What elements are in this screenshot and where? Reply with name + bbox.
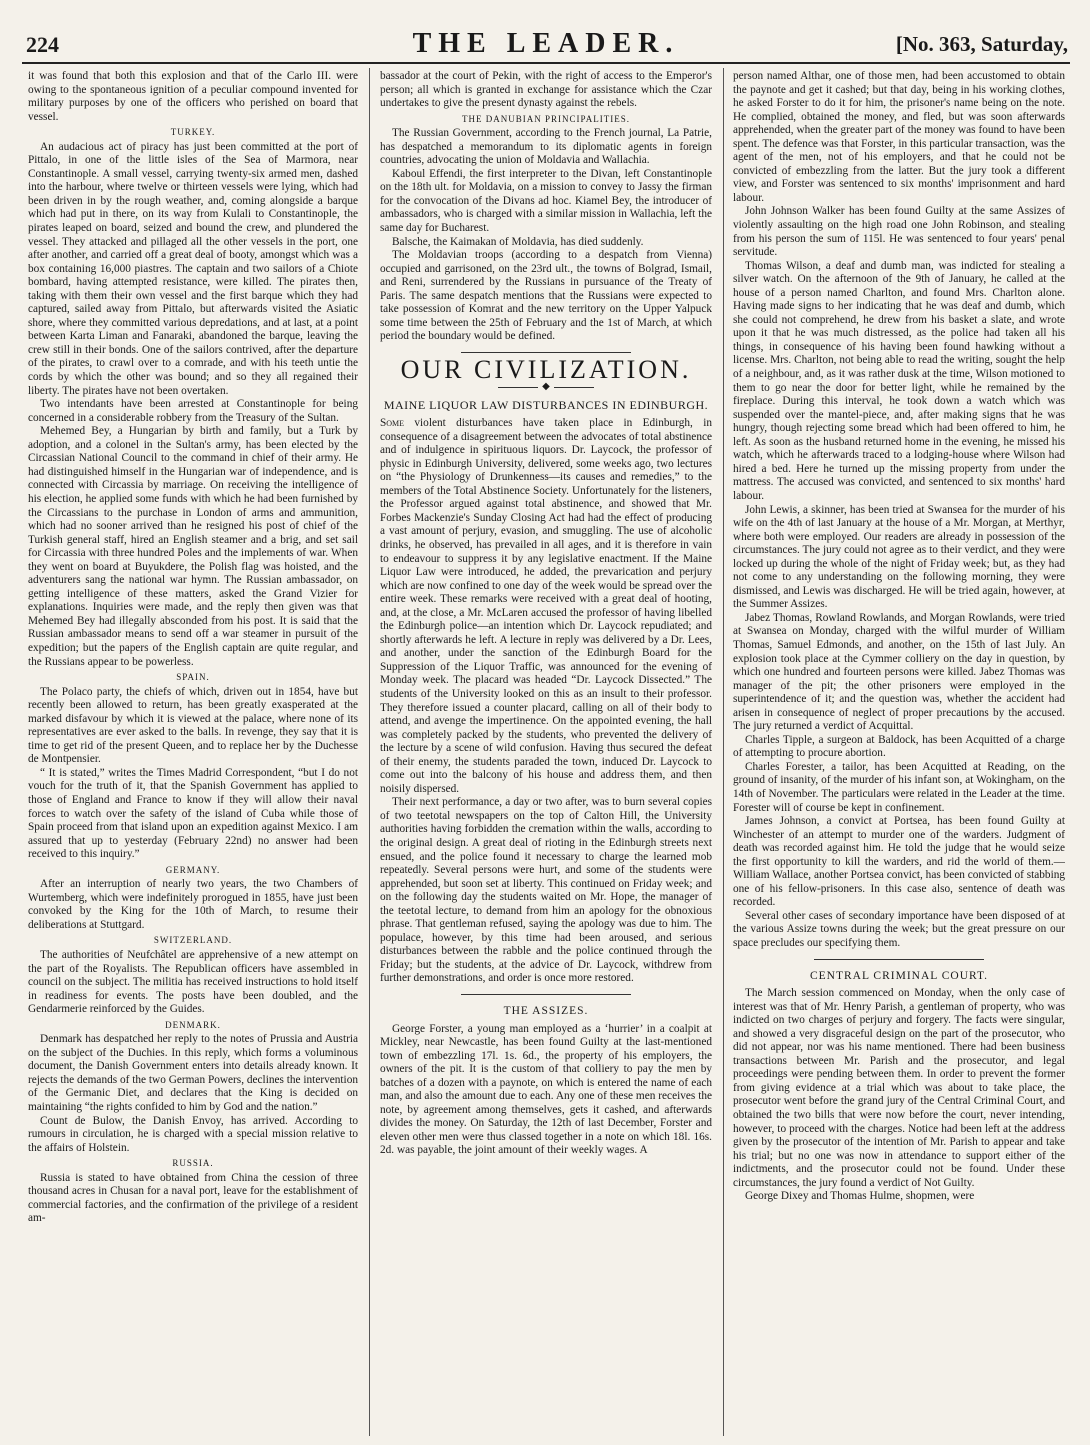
article-paragraph: The Polaco party, the chiefs of which, driven out in 1854, have but recently been allowed to return, has been greatly exasperated at the marked disfavour by which it is viewed at the palace, where none of its representatives are ever asked to the balls. In revenge, they say that it is time to get rid of the present Queen, and to replace her by the Duchesse de Montpensier. [28, 685, 358, 766]
article-paragraph: Denmark has despatched her reply to the notes of Prussia and Austria on the subject of the Duchies. In this reply, which forms a voluminous document, the Danish Government enters into details already known. It rejects the demands of the two German Powers, declines the intervention of the Germanic Diet, and declares that the King is decided on maintaining “the rights confided to him by God and the nation.” [28, 1033, 358, 1114]
article-paragraph [380, 417, 712, 796]
subheading-germany: GERMANY. [165, 864, 221, 875]
subheading-danubian: THE DANUBIAN PRINCIPALITIES. [462, 113, 630, 124]
article-paragraph: Their next performance, a day or two after, was to burn several copies of two teetotal newspapers on the top of Calton Hill, the University authorities having forbidden the cremation within the walls, according to the original design. A great deal of rioting in the Edinburgh streets next ensued, and the police found it necessary to charge the learned mob repeatedly. Several persons were hurt, and some of the students were apprehended, but soon set at liberty. This continued on Friday week; and on the following day the students waited on Mr. Hope, the manager of the teetotal lecture, to demand from him an apology for the obnoxious phrase. That gentleman refused, saying the apology was due to him. The populace, however, by this time had been aroused, and serious disturbances between the rabble and the police continued through the Friday; but the students, at the advice of Dr. Laycock, withdrew from further demonstrations, and order is once more restored. [380, 796, 712, 985]
subheading-spain: SPAIN. [176, 672, 210, 683]
section-divider [461, 352, 631, 353]
article-paragraph: The Moldavian troops (according to a despatch from Vienna) occupied and garrisoned, on the 23rd ult., the towns of Bolgrad, Ismail, and Reni, surrendered by the Russians in pursuance of the Treaty of Paris. The same despatch mentions that the Russians were expected to take possession of Komrat and the new territory on the Upper Yalpuck some time between the 25th of February and the 1st of March, at which period the boundary would be defined. [380, 249, 712, 343]
newspaper-title: THE LEADER. [412, 28, 680, 59]
masthead [22, 26, 1070, 64]
article-paragraph: The March session commenced on Monday, when the only case of interest was that of Mr. Henry Parish, a gentleman of property, who was indicted on two charges of perjury and forgery. The facts were singular, and showed a very disgraceful design on the part of the prosecutor, who did not appear, nor was his name mentioned. There had been business transactions between Mr. Parish and the prosecutor, and legal proceedings were pending between them. In order to prevent the former from giving evidence at a trial which was about to take place, the prosecutor went before the grand jury of the Central Criminal Court, and obtained the two bills that were now before the court, never intending, however, to proceed with the charges. Notice had been left at the address given by the prosecutor of the intention of Mr. Parish to appear and take his trial; but no one was now in attendance to support either of the indictments, and the prosecutor could not be found. Under these circumstances, the jury found a verdict of Not Guilty. [733, 987, 1065, 1189]
article-paragraph: George Dixey and Thomas Hulme, shopmen, were [745, 1190, 975, 1203]
section-divider [814, 959, 984, 960]
column-rule-1 [369, 68, 370, 1436]
article-paragraph: Thomas Wilson, a deaf and dumb man, was indicted for stealing a silver watch. On the afternoon of the 9th of January, he called at the house of a person named Charlton, and found Mrs. Charlton alone. Having made signs to her indicating that he was deaf and dumb, which she could not comprehend, he drew from his basket a slate, and wrote upon it that he was much distressed, as the police had taken all his things, in consequence of his having been found hawking without a license. Mrs. Charlton, not being able to read the writing, sought the help of a neighbour, and, as it was rather dusk at the time, Wilson motioned to them to go near the door for better light, while he remained by the fireplace. During this interval, he took down a watch which was suspended over the mantel-piece, and, after making signs that he was hungry, though rejecting some bread which had been offered to him, he left. As soon as the husband returned home in the evening, he missed his watch, which he afterwards traced to a lodging-house where Wilson had hired a bed. Here he turned up the missing property from under the mattress. The accused was convicted, and sentenced to six months' hard labour. [733, 259, 1065, 502]
lead-word: Some [380, 417, 405, 430]
column-2 [380, 70, 712, 1435]
article-paragraph: bassador at the court of Pekin, with the right of access to the Emperor's person; all which is granted in exchange for assistance which the Czar undertakes to give the present dynasty against the rebels. [380, 70, 712, 110]
article-paragraph: George Forster, a young man employed as a ‘hurrier’ in a coalpit at Mickley, near Newcastle, has been found Guilty at the last-mentioned town of embezzling 17l. 1s. 6d., the property of his employers, the owners of the pit. It is the custom of that colliery to pay the men by batches of a dozen with a paynote, on which is entered the name of each man, and also the amount due to each. Any one of these men receives the note, by agreement among themselves, gets it cashed, and afterwards divides the money. On Saturday, the 12th of last December, Forster and eleven other men were thus classed together in a note on which 18l. 16s. 2d. was payable, the joint amount of their weekly wages. A [380, 1022, 712, 1157]
column-1 [28, 70, 358, 1435]
article-paragraph: Mehemed Bey, a Hungarian by birth and family, but a Turk by adoption, and a colonel in the Sultan's army, has been elected by the Circassian National Council to the command in chief of their army. He had distinguished himself in the Hungarian war of independence, and is connected with Circassia by marriage. On receiving the intelligence of his election, he applied some funds with which he had been furnished by the Circassians to the purchase in London of arms and ammunition, which had no sooner arrived than he resigned his post of chief of the Turkish general staff, hired an English steamer and a brig, and set sail for Circassia with three hundred Poles and the implements of war. When they went on board at Buyukdere, the Polish flag was hoisted, and the adventurers sang the national war hymn. The Russian ambassador, on getting intelligence of these matters, asked the Grand Vizier for explanations. Inquiries were made, and the reply then given was that Mehemed Bey had illegally absconded from his post. It is said that the Russian ambassador means to send off a war steamer in pursuit of the expedition; but the papers of the English captain are quite regular, and the Russians appear to be powerless. [28, 425, 358, 668]
headline-maine: MAINE LIQUOR LAW DISTURBANCES IN EDINBURGH. [383, 398, 709, 413]
column-rule-2 [723, 68, 724, 1436]
article-paragraph: Charles Tipple, a surgeon at Baldock, has been Acquitted of a charge of attempting to procure abortion. [733, 733, 1065, 760]
issue-number: [No. 363, Saturday, [895, 32, 1068, 56]
article-paragraph: Two intendants have been arrested at Constantinople for being concerned in a considerable robbery from the Treasury of the Sultan. [28, 398, 358, 424]
diamond-icon: ◆ [542, 381, 550, 393]
article-paragraph: John Lewis, a skinner, has been tried at Swansea for the murder of his wife on the 4th of last January at the house of a Mr. Morgan, at Merthyr, where both were employed. Our readers are already in possession of the circumstances. The jury could not agree as to their verdict, and they were locked up during the whole of the night of Friday week; but, as they had not come to any understanding on the following morning, they were dismissed, and Lewis was discharged. He will be tried again, however, at the Summer Assizes. [733, 503, 1065, 611]
headline-central-criminal-court: CENTRAL CRIMINAL COURT. [809, 969, 989, 982]
article-paragraph: Several other cases of secondary importance have been disposed of at the various Assize towns during the week; but the great pressure on our space precludes our specifying them. [733, 909, 1065, 949]
article-paragraph: person named Althar, one of those men, had been accustomed to obtain the paynote and get it cashed; but that day, being in his working clothes, he asked Forster to do it for him, the prisoner's name being on the note. He complied, obtained the money, and fled, but was soon afterwards apprehended, when the greater part of the money was found to have been spent. The defence was that Forster, in this particular transaction, was the agent of the men, not of his employers, and that he could not be convicted of embezzling from the latter. But the jury took a different view, and Forster was sentenced to six months' imprisonment and hard labour. [733, 70, 1065, 204]
section-divider [461, 994, 631, 995]
article-paragraph: “ It is stated,” writes the Times Madrid Correspondent, “but I do not vouch for the truth of it, that the Spanish Government has applied to those of England and France to know if they will allow their naval forces to watch over the safety of the island of Cuba while those of Spain proceed from that island upon an expedition against Mexico. I am assured that up to yesterday (February 22nd) no answer had been received to this inquiry.” [28, 766, 358, 861]
article-paragraph: Count de Bulow, the Danish Envoy, has arrived. According to rumours in circulation, he is charged with a special mission relative to the affairs of Holstein. [28, 1114, 358, 1154]
headline-assizes: THE ASSIZES. [503, 1005, 589, 1017]
page-number: 224 [26, 32, 59, 57]
subheading-switzerland: SWITZERLAND. [153, 935, 233, 946]
subheading-russia: RUSSIA. [172, 1158, 214, 1169]
article-paragraph: James Johnson, a convict at Portsea, has been found Guilty at Winchester of an attempt to murder one of the warders. Judgment of death was recorded against him. He told the judge that he would seize the first opportunity to kill the warders, and rid the world of them.—William Wallace, another Portsea convict, has been convicted of stabbing one of his fellow-prisoners. In this case also, sentence of death was recorded. [733, 815, 1065, 909]
article-paragraph: The Russian Government, according to the French journal, La Patrie, has despatched a memorandum to its diplomatic agents in foreign countries, advocating the union of Moldavia and Wallachia. [380, 127, 712, 167]
article-paragraph: The authorities of Neufchâtel are apprehensive of a new attempt on the part of the Royalists. The Republican officers have assembled in council on the subject. The militia has received instructions to hold itself in readiness for events. The posts have been doubled, and the Gendarmerie reinforced by the Guides. [28, 949, 358, 1016]
subheading-turkey: TURKEY. [170, 127, 216, 138]
article-paragraph: Charles Forester, a tailor, has been Acquitted at Reading, on the ground of insanity, of the murder of his infant son, at Wokingham, on the 14th of November. The particulars were related in the Leader at the time. Forester will of course be kept in confinement. [733, 760, 1065, 814]
article-paragraph: Kaboul Effendi, the first interpreter to the Divan, left Constantinople on the 18th ult. for Moldavia, on a mission to convey to Jassy the firman for the convocation of the Divans ad hoc. Kiamel Bey, the introducer of ambassadors, who is charged with a similar mission in Wallachia, left the same day for Bucharest. [380, 167, 712, 235]
article-paragraph: John Johnson Walker has been found Guilty at the same Assizes of violently assaulting on the high road one John Robinson, and stealing from his person the sum of 115l. He was sentenced to four years' penal servitude. [733, 205, 1065, 259]
article-paragraph: it was found that both this explosion and that of the Carlo III. were owing to the spontaneous ignition of a peculiar compound invented for military purposes by one of the officers who perished on board that vessel. [28, 70, 358, 123]
subheading-denmark: DENMARK. [165, 1019, 221, 1030]
article-paragraph: Balsche, the Kaimakan of Moldavia, has died suddenly. [392, 235, 644, 248]
article-paragraph: Russia is stated to have obtained from China the cession of three thousand acres in Chusan for a naval port, leave for the establishment of commercial factories, and the confirmation of the privilege of a resident am- [28, 1171, 358, 1225]
article-paragraph: An audacious act of piracy has just been committed at the port of Pittalo, in one of the little isles of the Sea of Marmora, near Constantinople. A small vessel, carrying twenty-six armed men, dashed into the harbour, where twelve or thirteen vessels were lying, which had been driven in by the rough weather, and, coming alongside a barque which had put in there, on its way from Kulali to Constantinople, the pirates leaped on board, seized and bound the crew, and plundered the vessel. They attacked and pillaged all the other vessels in the port, one after another, and carried off a great deal of booty, amongst which was a box containing 16,000 piastres. The captain and two sailors of a Chiote bombard, having attempted resistance, were killed. The pirates then, taking with them their own vessel and the first barque which they had captured, sailed away from Pittalo, but afterwards visited the Asiatic shore, where they committed various depredations, and at last, at a point between Karta Liman and Fanaraki, abandoned the barque, leaving the crew still in their bonds. One of the sailors contrived, after the departure of the pirates, to crawl over to a comrade, and with his teeth untie the cords by which the other was bound; and so they all regained their liberty. The pirates have not been overtaken. [28, 140, 358, 397]
lead-text: violent disturbances have taken place in Edinburgh, in consequence of a disagreement between the advocates of total abstinence and of indulgence in spirituous liquors. Dr. Laycock, the professor of physic in Edinburgh University, delivered, some weeks ago, two lectures on “the Physiology of Drunkenness—its causes and remedies,” to the members of the Total Abstinence Society. Unfortunately for the listeners, the Professor argued against total abstinence, and showed that Mr. Forbes Mackenzie's Sunday Closing Act had had the effect of producing a vast amount of perjury, evasion, and smuggling. The use of alcoholic drinks, he observed, has prevailed in all ages, and it is therefore in vain to endeavour to suppress it by any legislative enactment. If the Maine Liquor Law were introduced, he added, the prevarication and perjury which are now confined to one day of the week would be spread over the entire week. These remarks were received with a great deal of hooting, and, at the close, a Mr. McLaren accused the professor of having libelled the Edinburgh police—an intention which Dr. Laycock repudiated; and shortly afterwards he left. A lecture in reply was delivered by a Dr. Lees, and another, under the sanction of the Edinburgh Board for the Suppression of the Liquor Traffic, was announced for the evening of Monday week. The placard was headed “Dr. Laycock Dissected.” The students of the University looked on this as an insult to their professor. They therefore issued a counter placard, calling on all of their body to attend, and avenge the impertinence. On the appointed evening, the hall was completely packed by the students, who prevented the delivery of the lecture by a scene of wild confusion. Having thus secured the defeat of their enemy, the students paraded the town, induced Dr. Laycock to come out into the balcony of his house and address them, and then noisily dispersed. [380, 417, 712, 795]
article-paragraph: After an interruption of nearly two years, the two Chambers of Wurtemberg, which were indefinitely prorogued in 1855, have just been convoked by the King for the 10th of March, to resume their deliberations at Stuttgard. [28, 878, 358, 931]
column-3 [733, 70, 1065, 1435]
section-title: OUR CIVILIZATION. [400, 354, 692, 384]
article-paragraph: Jabez Thomas, Rowland Rowlands, and Morgan Rowlands, were tried at Swansea on Monday, charged with the wilful murder of William Thomas, Samuel Edmonds, and another, on the 15th of last July. An explosion took place at the Cymmer colliery on the day in question, by which one hundred and fourteen persons were killed. Jabez Thomas was manager of the pit; the other prisoners were employed in the superintendence of it; and the question was, whether the accident had arisen in consequence of neglect of proper precautions by the accused. The jury returned a verdict of Acquittal. [733, 611, 1065, 733]
